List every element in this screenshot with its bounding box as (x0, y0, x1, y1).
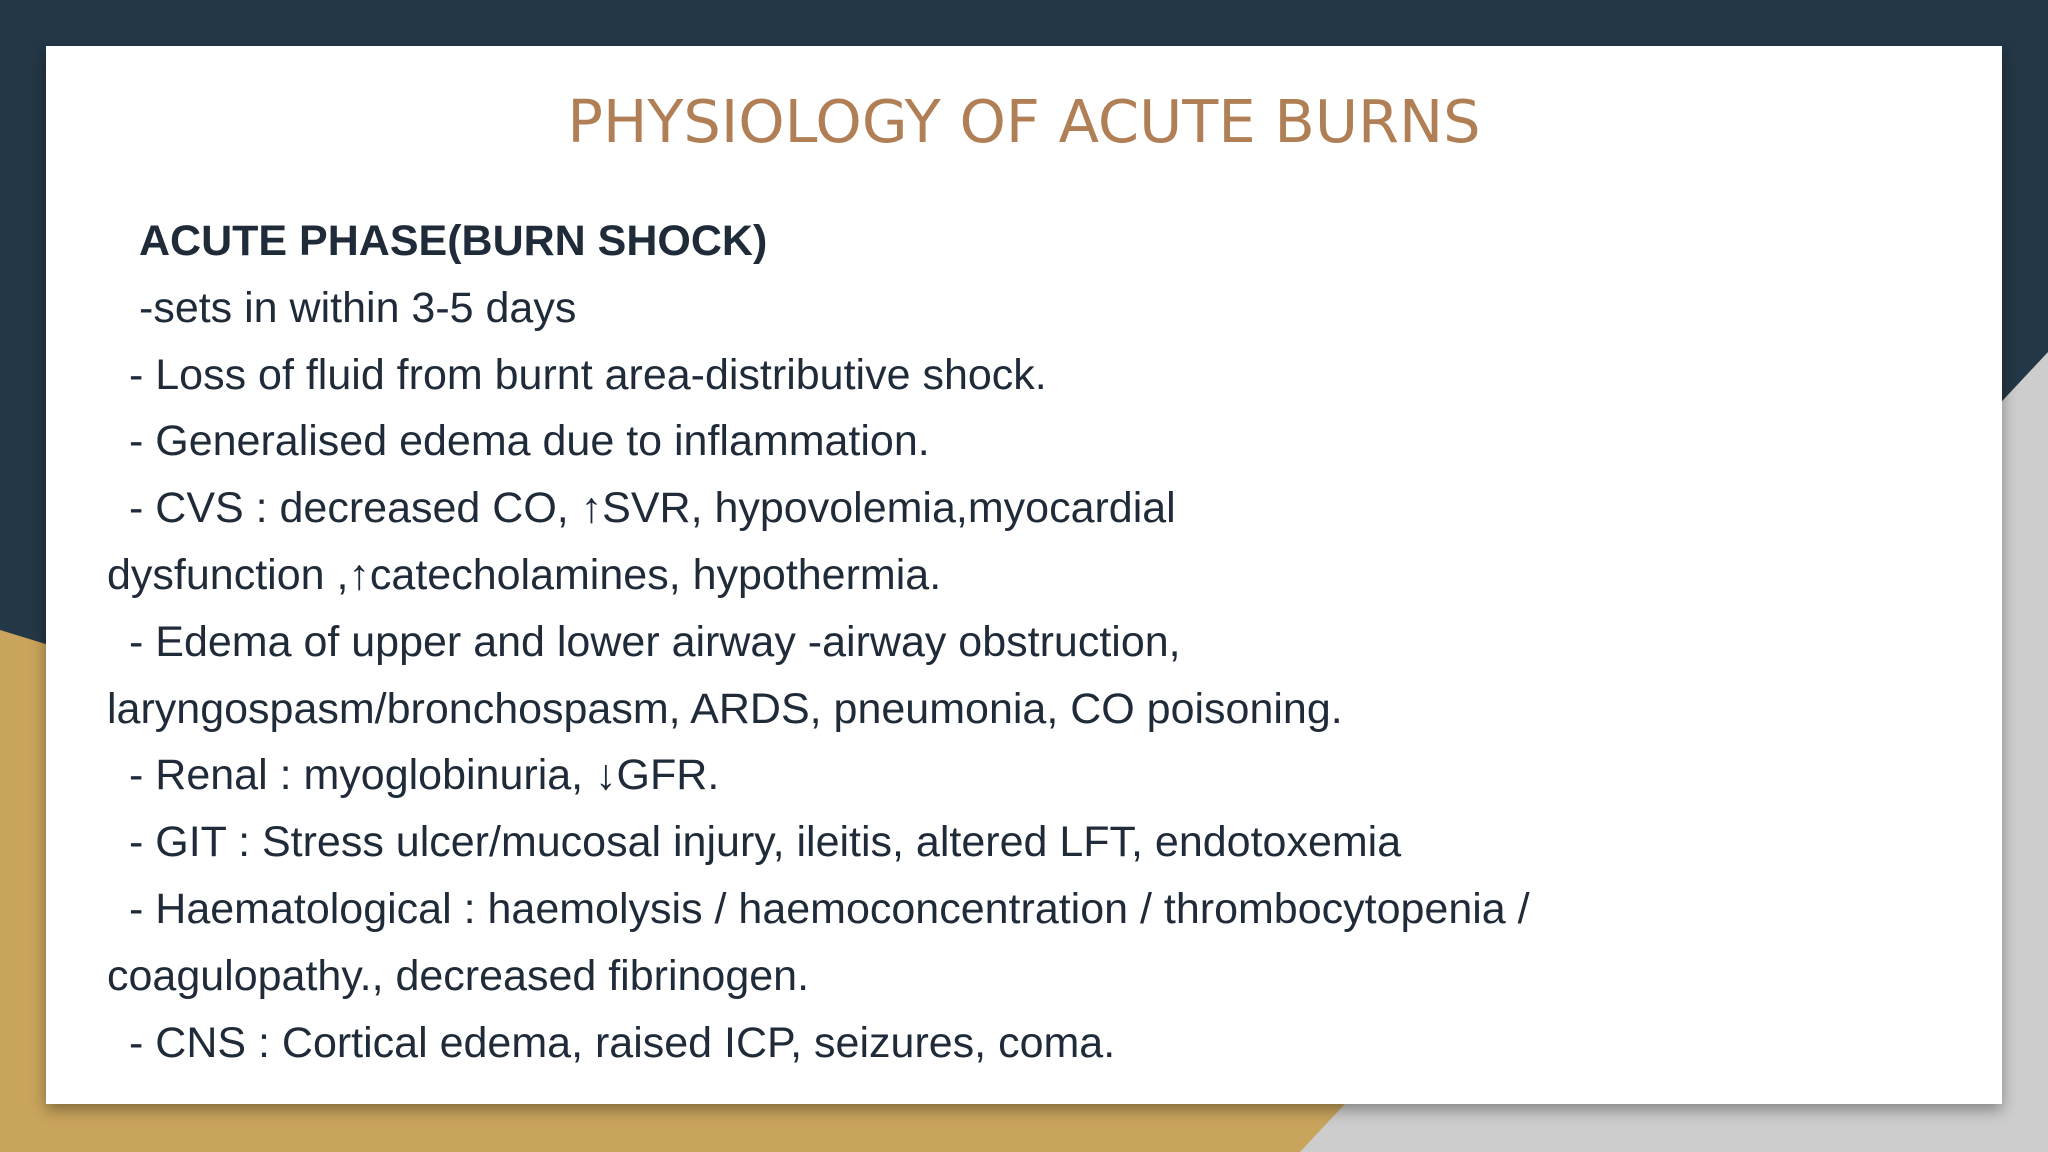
body-line: - CNS : Cortical edema, raised ICP, seizures, coma. (129, 1018, 1116, 1067)
slide-title: PHYSIOLOGY OF ACUTE BURNS (567, 87, 1481, 156)
body-line: - Edema of upper and lower airway -airway obstruction, (129, 617, 1181, 666)
body-line: - Loss of fluid from burnt area-distributive shock. (129, 350, 1047, 399)
slide-body (107, 208, 1867, 1076)
body-line: - Generalised edema due to inflammation. (129, 417, 930, 466)
body-line: coagulopathy., decreased fibrinogen. (107, 951, 810, 1000)
section-heading: ACUTE PHASE(BURN SHOCK) (139, 217, 768, 265)
body-line: - CVS : decreased CO, ↑SVR, hypovolemia,myocardial (129, 484, 1176, 533)
body-line: dysfunction ,↑catecholamines, hypothermia. (107, 550, 942, 599)
body-line: -sets in within 3-5 days (139, 283, 577, 332)
body-line: laryngospasm/bronchospasm, ARDS, pneumonia, CO poisoning. (107, 684, 1343, 733)
body-line: - GIT : Stress ulcer/mucosal injury, ileitis, altered LFT, endotoxemia (129, 818, 1402, 867)
body-line: - Haematological : haemolysis / haemoconcentration / thrombocytopenia / (129, 884, 1530, 933)
body-line: - Renal : myoglobinuria, ↓GFR. (129, 751, 720, 800)
